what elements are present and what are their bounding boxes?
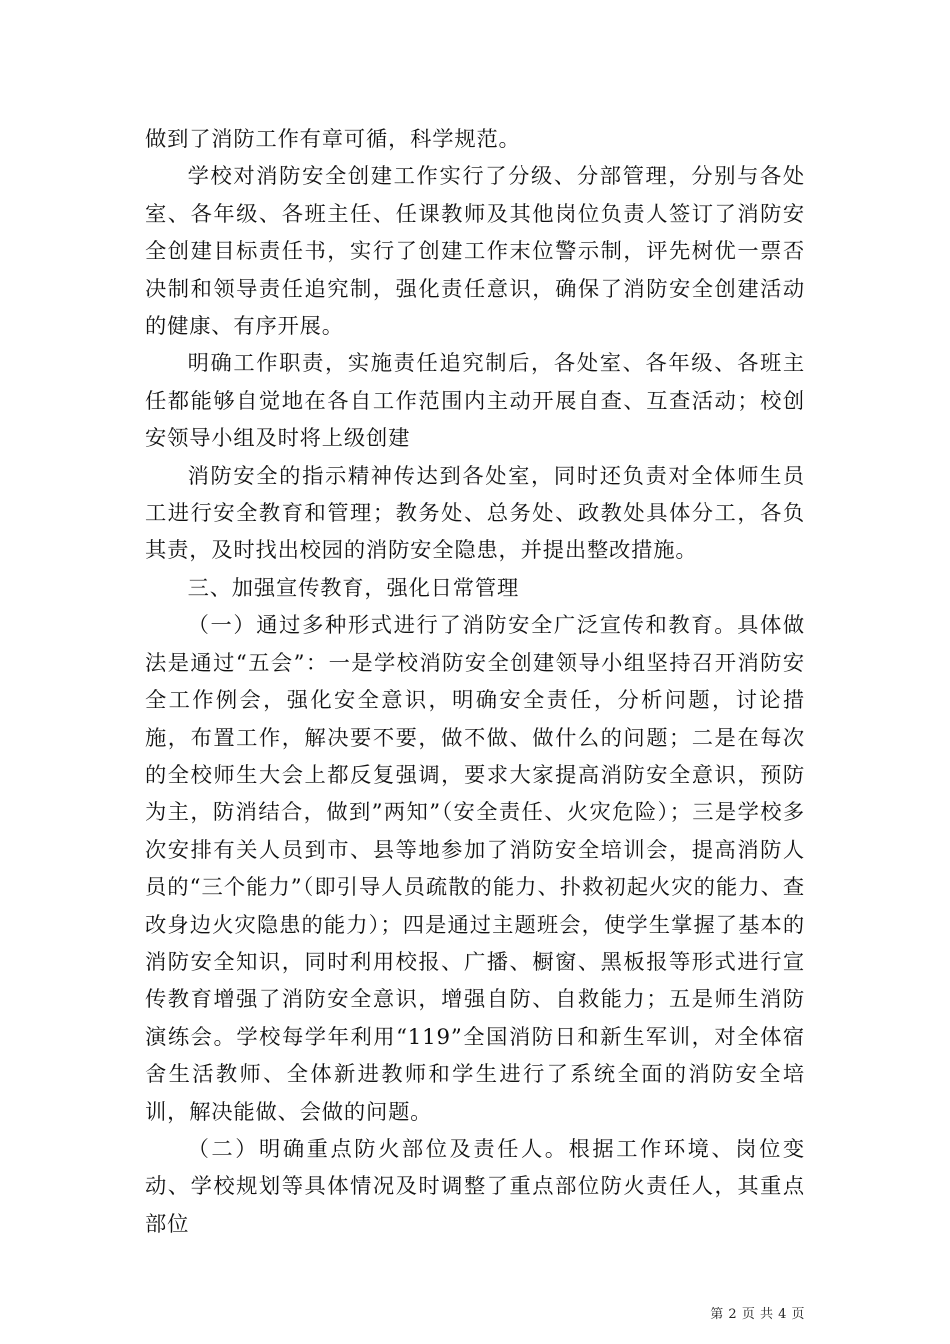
page-number-footer: 第 2 页 共 4 页	[710, 1307, 805, 1322]
section-heading: 三、加强宣传教育，强化日常管理	[187, 575, 520, 601]
paragraph: 做到了消防工作有章可循，科学规范。	[145, 127, 521, 152]
paragraph: （二）明确重点防火部位及责任人。根据工作环境、岗位变动、学校规划等具体情况及时调整了重点部位防火责任人，其重点部位	[145, 1136, 805, 1237]
document-body	[145, 121, 805, 1243]
paragraph: 学校对消防安全创建工作实行了分级、分部管理，分别与各处室、各年级、各班主任、任课教师及其他岗位负责人签订了消防安全创建目标责任书，实行了创建工作末位警示制，评先树优一票否决制和领导责任追究制，强化责任意识，确保了消防安全创建活动的健康、有序开展。	[145, 164, 805, 340]
paragraph: 消防安全的指示精神传达到各处室，同时还负责对全体师生员工进行安全教育和管理；教务处、总务处、政教处具体分工，各负其责，及时找出校园的消防安全隐患，并提出整改措施。	[145, 463, 805, 564]
paragraph: （一）通过多种形式进行了消防安全广泛宣传和教育。具体做法是通过“五会”：一是学校消防安全创建领导小组坚持召开消防安全工作例会，强化安全意识，明确安全责任，分析问题，讨论措施，布置工作，解决要不要，做不做、做什么的问题；二是在每次的全校师生大会上都反复强调，要求大家提高消防安全意识，预防为主，防消结合，做到”两知”（安全责任、火灾危险）；三是学校多次安排有关人员到市、县等地参加了消防安全培训会，提高消防人员的“三个能力”（即引导人员疏散的能力、扑救初起火灾的能力、查改身边火灾隐患的能力）；四是通过主题班会，使学生掌握了基本的消防安全知识，同时利用校报、广播、橱窗、黑板报等形式进行宣传教育增强了消防安全意识，增强自防、自救能力；五是师生消防演练会。学校每学年利用“119”全国消防日和新生军训，对全体宿舍生活教师、全体新进教师和学生进行了系统全面的消防安全培训，解决能做、会做的问题。	[145, 613, 805, 1125]
paragraph: 明确工作职责，实施责任追究制后，各处室、各年级、各班主任都能够自觉地在各自工作范围内主动开展自查、互查活动；校创安领导小组及时将上级创建	[145, 351, 805, 452]
